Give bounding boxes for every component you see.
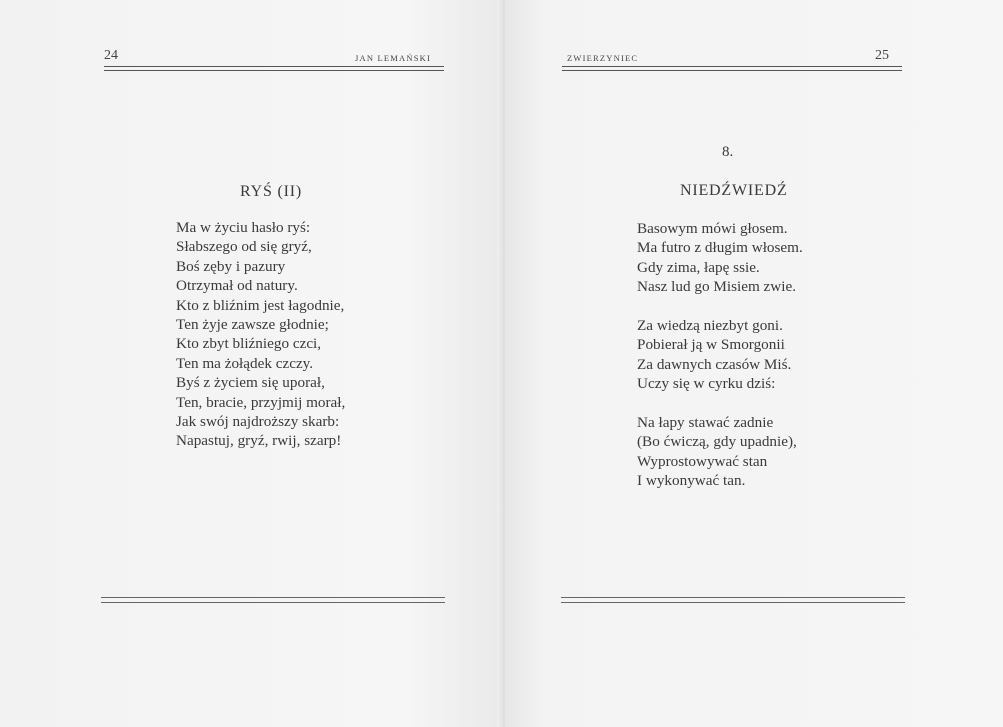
poem-line: Ten ma żołądek czczy. xyxy=(176,354,314,372)
poem-line: I wykonywać tan. xyxy=(637,472,746,490)
footer-rule xyxy=(561,597,905,603)
poem-line: Boś zęby i pazury xyxy=(176,257,286,275)
poem-line: Kto zbyt bliźniego czci, xyxy=(176,335,322,353)
right-page xyxy=(505,0,1003,727)
poem-line: Basowym mówi głosem. xyxy=(637,220,788,237)
running-head: ZWIERZYNIEC xyxy=(567,53,639,63)
poem-line: Ten żyje zawsze głodnie; xyxy=(176,316,329,334)
stanza xyxy=(637,413,803,491)
poem-line: Za dawnych czasów Miś. xyxy=(637,355,792,373)
poem-line: Otrzymał od natury. xyxy=(176,277,298,295)
poem-line: Ten, bracie, przyjmij morał, xyxy=(176,393,346,411)
poem-line: Wyprostowywać stan xyxy=(637,452,768,470)
poem-line: Ma w życiu hasło ryś: xyxy=(176,219,311,236)
header-rule xyxy=(562,66,902,71)
poem-line: Na łapy stawać zadnie xyxy=(637,414,774,432)
poem-line: Słabszego od się gryź, xyxy=(176,238,312,256)
stanza xyxy=(637,219,803,297)
poem-line: Ma futro z długim włosem. xyxy=(637,239,803,257)
poem-line: Za wiedzą niezbyt goni. xyxy=(637,317,783,335)
poem-line: Kto z bliźnim jest łagodnie, xyxy=(176,296,345,314)
poem-title: RYŚ (II) xyxy=(240,183,302,200)
poem-line: Byś z życiem się uporał, xyxy=(176,374,325,392)
poem-line: Jak swój najdroższy skarb: xyxy=(176,413,340,431)
page-number: 25 xyxy=(875,48,889,63)
poem-title: NIEDŹWIEDŹ xyxy=(680,182,788,199)
page-number: 24 xyxy=(104,48,118,63)
poem-line: Pobierał ją w Smorgonii xyxy=(637,336,785,354)
footer-rule xyxy=(101,597,445,603)
poem-line: Gdy zima, łapę ssie. xyxy=(637,258,760,276)
poem-line: Nasz lud go Misiem zwie. xyxy=(637,278,797,296)
header-rule xyxy=(104,66,444,71)
poem-body xyxy=(637,219,803,491)
poem-line: (Bo ćwiczą, gdy upadnie), xyxy=(637,433,797,451)
stanza xyxy=(637,316,803,394)
running-head: JAN LEMAŃSKI xyxy=(355,53,432,63)
poem-line: Uczy się w cyrku dziś: xyxy=(637,375,776,393)
poem-line: Napastuj, gryź, rwij, szarp! xyxy=(176,432,342,450)
section-number: 8. xyxy=(722,144,734,160)
poem-body xyxy=(176,218,345,451)
